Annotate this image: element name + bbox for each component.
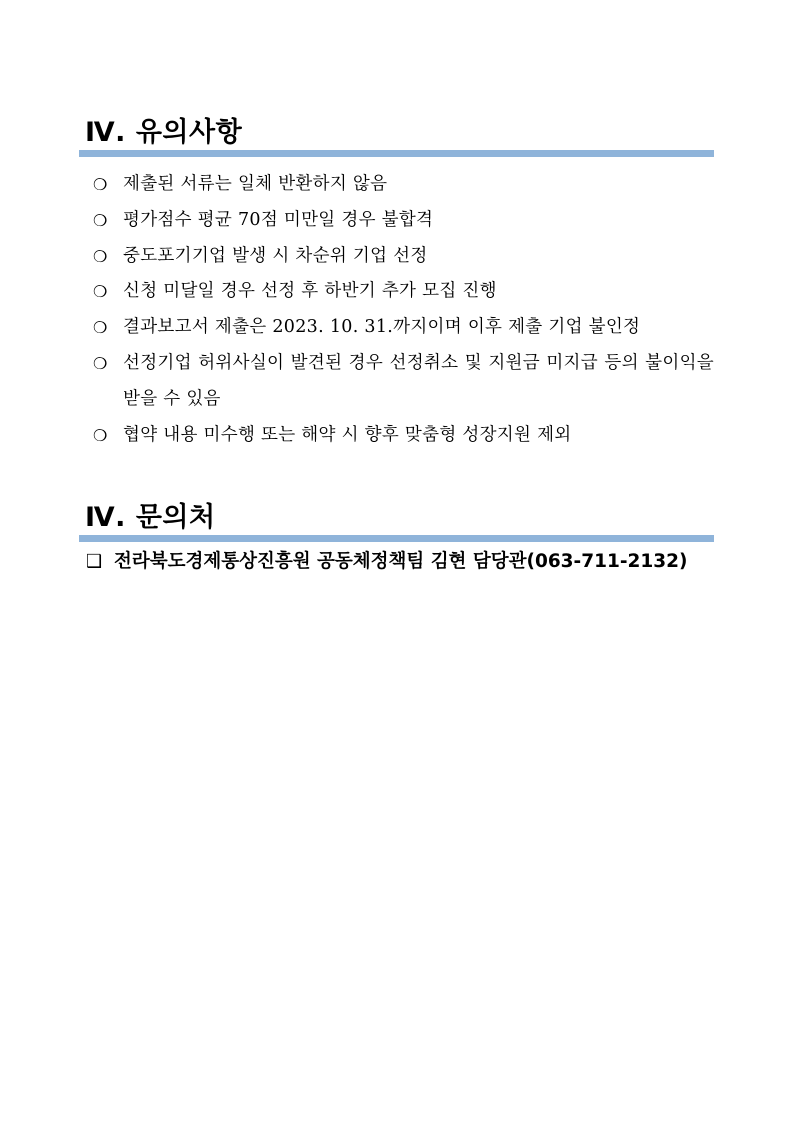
contact-section <box>79 501 714 578</box>
list-item-text: 협약 내용 미수행 또는 해약 시 향후 맞춤형 성장지원 제외 <box>123 424 572 445</box>
circle-bullet-icon: ❍ <box>93 210 108 230</box>
list-item-text: 결과보고서 제출은 2023. 10. 31.까지이며 이후 제출 기업 불인정 <box>123 317 641 338</box>
list-item <box>79 203 714 239</box>
circle-bullet-icon: ❍ <box>93 318 108 338</box>
circle-bullet-icon: ❍ <box>93 175 108 194</box>
list-item-text: 평가점수 평균 70점 미만일 경우 불합격 <box>123 209 434 230</box>
list-item <box>79 274 714 310</box>
notes-list <box>79 167 714 453</box>
list-item <box>79 418 714 454</box>
list-item <box>79 310 714 346</box>
list-item-text: 중도포기기업 발생 시 차순위 기업 선정 <box>123 245 428 266</box>
contact-heading-rule <box>79 535 714 542</box>
circle-bullet-icon: ❍ <box>93 425 108 445</box>
contact-heading: Ⅳ. 문의처 <box>85 502 216 533</box>
list-item-text: 신청 미달일 경우 선정 후 하반기 추가 모집 진행 <box>123 281 497 302</box>
contact-line <box>79 546 714 578</box>
list-item-text: 선정기업 허위사실이 발견된 경우 선정취소 및 지원금 미지급 등의 불이익을 받을 수 있음 <box>123 352 714 409</box>
list-item <box>79 346 714 418</box>
list-item-text: 제출된 서류는 일체 반환하지 않음 <box>123 174 388 194</box>
circle-bullet-icon: ❍ <box>93 282 108 302</box>
list-item <box>79 167 714 203</box>
notes-heading: Ⅳ. 유의사항 <box>85 117 243 148</box>
square-bullet-icon: ❑ <box>86 551 103 572</box>
notes-heading-rule <box>79 150 714 157</box>
notes-section <box>79 116 714 453</box>
list-item <box>79 239 714 275</box>
contact-text: 전라북도경제통상진흥원 공동체정책팀 김현 담당관(063-711-2132) <box>114 551 688 572</box>
circle-bullet-icon: ❍ <box>93 353 108 373</box>
circle-bullet-icon: ❍ <box>93 246 108 266</box>
